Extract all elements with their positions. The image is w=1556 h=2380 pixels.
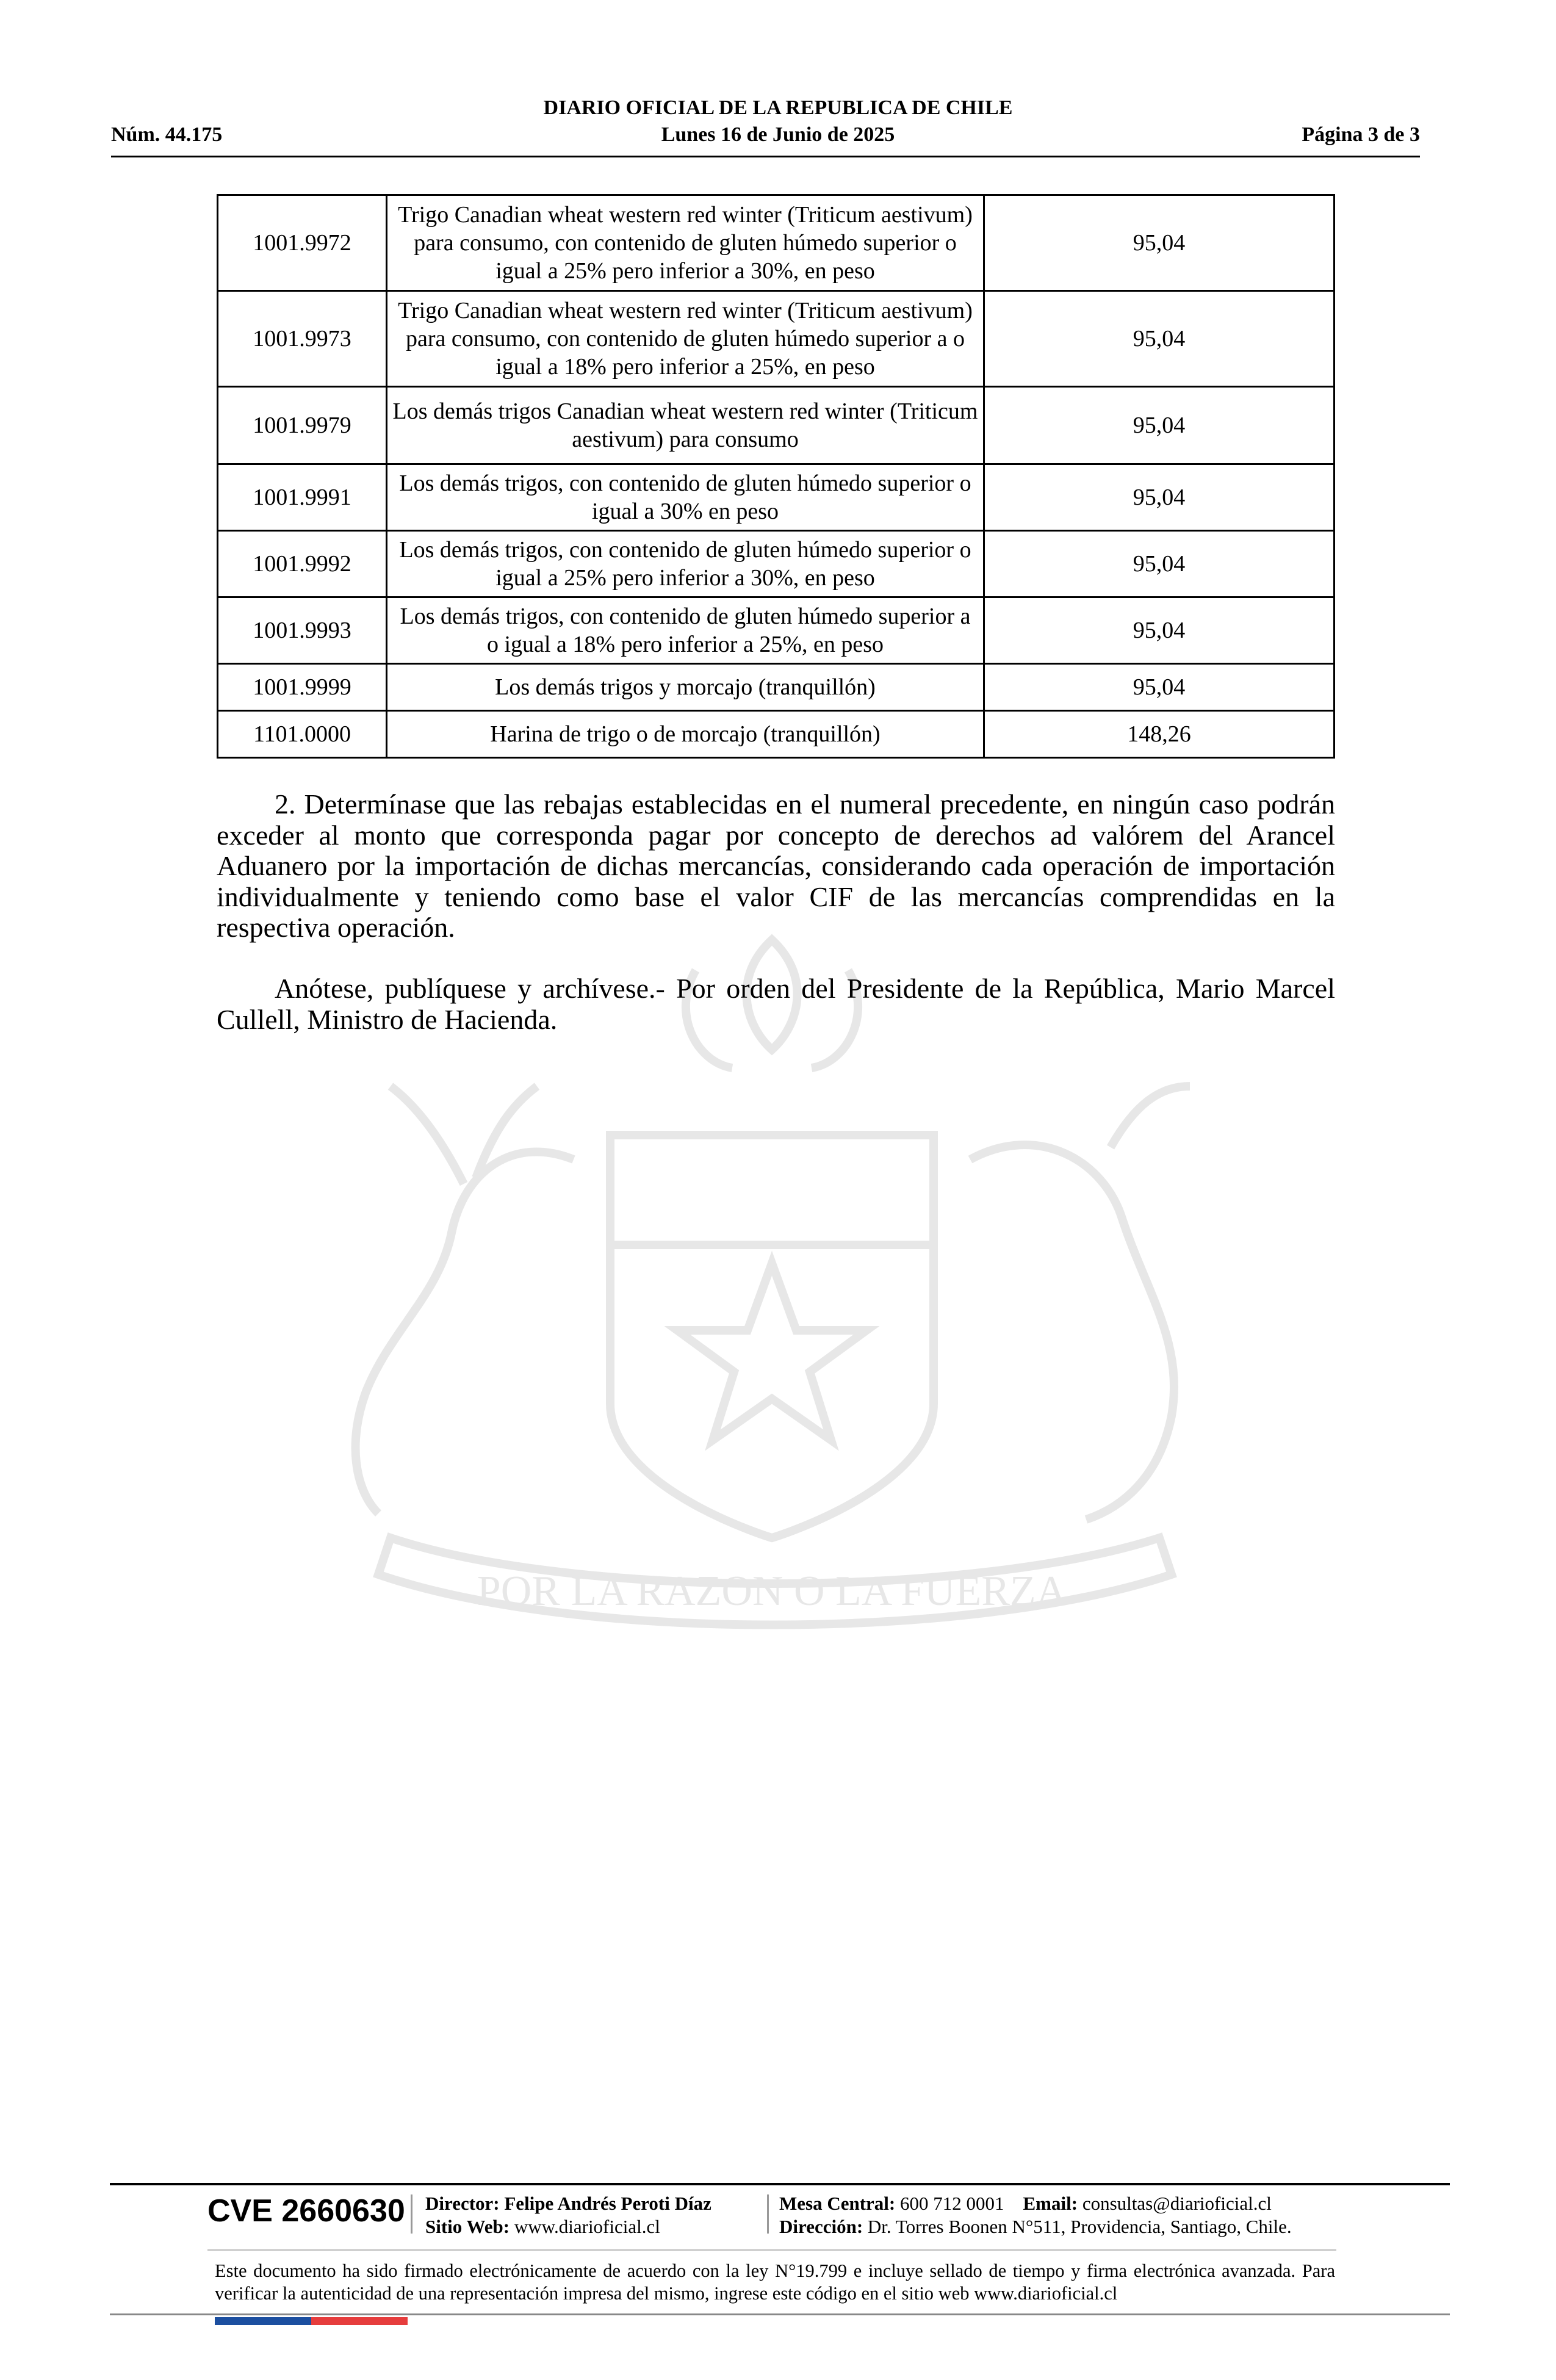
row-code: 1001.9992 <box>218 531 387 597</box>
row-value: 95,04 <box>984 531 1334 597</box>
publication-date: Lunes 16 de Junio de 2025 <box>661 123 895 146</box>
tariff-table <box>217 194 1335 759</box>
email-link[interactable]: consultas@diarioficial.cl <box>1082 2193 1272 2214</box>
footer-divider-top <box>110 2183 1450 2185</box>
row-value: 148,26 <box>984 711 1334 758</box>
row-value: 95,04 <box>984 664 1334 711</box>
row-description: Los demás trigos, con contenido de gluten húmedo superior a o igual a 18% pero inferior a 25%, en peso <box>387 597 984 664</box>
row-code: 1101.0000 <box>218 711 387 758</box>
director-name: Felipe Andrés Peroti Díaz <box>504 2193 711 2214</box>
phone-label: Mesa Central: <box>779 2193 896 2214</box>
footer-director <box>425 2192 711 2215</box>
closing-paragraph-text: Anótese, publíquese y archívese.- Por orden del Presidente de la República, Mario Marcel Cullell, Ministro de Hacienda. <box>217 973 1335 1035</box>
row-value: 95,04 <box>984 291 1334 387</box>
phone-number: 600 712 0001 <box>900 2193 1004 2214</box>
row-value: 95,04 <box>984 387 1334 464</box>
row-value: 95,04 <box>984 464 1334 531</box>
publication-title: DIARIO OFICIAL DE LA REPUBLICA DE CHILE <box>543 96 1013 119</box>
footer-divider-bottom <box>110 2313 1450 2315</box>
row-code: 1001.9999 <box>218 664 387 711</box>
row-description: Los demás trigos y morcajo (tranquillón) <box>387 664 984 711</box>
footer-address <box>779 2215 1292 2238</box>
row-code: 1001.9972 <box>218 195 387 291</box>
row-description: Los demás trigos Canadian wheat western red winter (Triticum aestivum) para consumo <box>387 387 984 464</box>
closing-paragraph <box>217 973 1335 1035</box>
table-row <box>218 291 1334 387</box>
footer-website <box>425 2215 660 2238</box>
cve-code: CVE 2660630 <box>207 2193 405 2229</box>
row-description: Los demás trigos, con contenido de gluten húmedo superior o igual a 30% en peso <box>387 464 984 531</box>
row-code: 1001.9991 <box>218 464 387 531</box>
footer-divider-mid <box>207 2249 1336 2251</box>
table-row <box>218 464 1334 531</box>
flag-bar-blue <box>215 2317 311 2325</box>
row-code: 1001.9973 <box>218 291 387 387</box>
address-text: Dr. Torres Boonen N°511, Providencia, Santiago, Chile. <box>867 2216 1292 2237</box>
table-row <box>218 711 1334 758</box>
table-row <box>218 597 1334 664</box>
row-code: 1001.9979 <box>218 387 387 464</box>
footer-separator <box>767 2194 769 2234</box>
footer-separator <box>411 2194 412 2234</box>
watermark-motto: POR LA RAZON O LA FUERZA <box>477 1568 1067 1615</box>
row-value: 95,04 <box>984 195 1334 291</box>
row-code: 1001.9993 <box>218 597 387 664</box>
email-label: Email: <box>1023 2193 1078 2214</box>
paragraph-2 <box>217 789 1335 943</box>
page-number: Página 3 de 3 <box>1302 123 1420 146</box>
table-row <box>218 664 1334 711</box>
row-description: Trigo Canadian wheat western red winter (Triticum aestivum) para consumo, con contenido de gluten húmedo superior o igual a 25% pero inferior a 30%, en peso <box>387 195 984 291</box>
header-divider <box>111 156 1420 157</box>
website-link[interactable]: www.diarioficial.cl <box>514 2216 660 2237</box>
website-label: Sitio Web: <box>425 2216 510 2237</box>
signature-notice: Este documento ha sido firmado electrónicamente de acuerdo con la ley N°19.799 e incluye sellado de tiempo y firma electrónica avanzada. Para verificar la autenticidad de una representación impresa del mismo, ingrese este código en el sitio web www.diarioficial.cl <box>215 2260 1335 2304</box>
footer-contact <box>779 2192 1272 2215</box>
table-row <box>218 531 1334 597</box>
table-row <box>218 387 1334 464</box>
flag-bar-red <box>311 2317 408 2325</box>
address-label: Dirección: <box>779 2216 863 2237</box>
row-value: 95,04 <box>984 597 1334 664</box>
director-label: Director: <box>425 2193 500 2214</box>
row-description: Trigo Canadian wheat western red winter (Triticum aestivum) para consumo, con contenido de gluten húmedo superior a o igual a 18% pero inferior a 25%, en peso <box>387 291 984 387</box>
issue-number: Núm. 44.175 <box>111 123 223 146</box>
row-description: Harina de trigo o de morcajo (tranquillón) <box>387 711 984 758</box>
table-row <box>218 195 1334 291</box>
paragraph-2-text: 2. Determínase que las rebajas establecidas en el numeral precedente, en ningún caso podrán exceder al monto que corresponda pagar por concepto de derechos ad valórem del Arancel Aduanero por la importación de dichas mercancías, considerando cada operación de importación individualmente y teniendo como base el valor CIF de las mercancías comprendidas en la respectiva operación. <box>217 788 1335 943</box>
row-description: Los demás trigos, con contenido de gluten húmedo superior o igual a 25% pero inferior a 30%, en peso <box>387 531 984 597</box>
